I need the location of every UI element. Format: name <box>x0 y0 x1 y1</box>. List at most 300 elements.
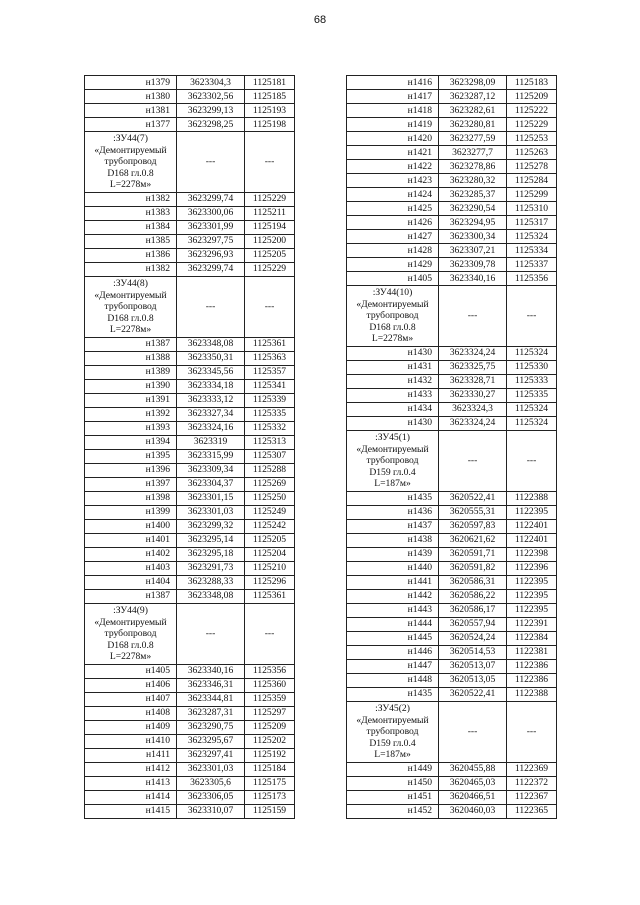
table-row <box>85 192 295 206</box>
point-id: н1430 <box>347 346 439 360</box>
table-row <box>85 407 295 421</box>
section-title-line: D168 гл.0.8 <box>369 321 416 333</box>
coord-x: 3620514,53 <box>439 645 507 659</box>
coord-x: 3623299,74 <box>177 262 245 276</box>
table-row <box>85 365 295 379</box>
coord-y: 1122395 <box>507 603 557 617</box>
coord-y: 1125200 <box>245 234 295 248</box>
coord-x: --- <box>177 132 245 193</box>
point-id: н1419 <box>347 118 439 132</box>
section-title <box>85 276 177 337</box>
point-id: н1437 <box>347 519 439 533</box>
table-row <box>347 272 557 286</box>
coord-x: 3623277,7 <box>439 146 507 160</box>
point-id: н1451 <box>347 790 439 804</box>
coord-y: 1122369 <box>507 762 557 776</box>
coord-y: 1125324 <box>507 230 557 244</box>
coord-x: 3620586,22 <box>439 589 507 603</box>
coord-y: 1125324 <box>507 416 557 430</box>
coordinates-table-left <box>84 75 295 819</box>
section-header-row <box>347 286 557 347</box>
point-id: н1445 <box>347 631 439 645</box>
coord-y: 1125250 <box>245 491 295 505</box>
coord-y: 1125183 <box>507 76 557 90</box>
table-row <box>85 748 295 762</box>
coord-y: 1125185 <box>245 90 295 104</box>
page-number: 68 <box>313 14 327 26</box>
section-title-line: «Демонтируемый <box>94 144 167 156</box>
point-id: н1427 <box>347 230 439 244</box>
point-id: н1377 <box>85 118 177 132</box>
section-title-line: :ЗУ44(10) <box>372 287 413 298</box>
point-id: н1387 <box>85 589 177 603</box>
table-row <box>347 230 557 244</box>
point-id: н1397 <box>85 477 177 491</box>
coord-x: 3623301,15 <box>177 491 245 505</box>
point-id: н1448 <box>347 673 439 687</box>
coord-x: 3620621,62 <box>439 533 507 547</box>
coord-y: 1125307 <box>245 449 295 463</box>
coord-x: 3623296,93 <box>177 248 245 262</box>
table-row <box>347 104 557 118</box>
point-id: н1399 <box>85 505 177 519</box>
coord-x: 3623301,99 <box>177 220 245 234</box>
coord-y: 1125332 <box>245 421 295 435</box>
table-row <box>85 337 295 351</box>
table-row <box>85 379 295 393</box>
coord-y: 1125269 <box>245 477 295 491</box>
point-id: н1387 <box>85 337 177 351</box>
point-id: н1401 <box>85 533 177 547</box>
point-id: н1415 <box>85 804 177 818</box>
coord-y: 1125339 <box>245 393 295 407</box>
coord-y: 1125204 <box>245 547 295 561</box>
table-row <box>85 449 295 463</box>
point-id: н1440 <box>347 561 439 575</box>
table-row <box>347 617 557 631</box>
coord-x: 3623348,08 <box>177 589 245 603</box>
section-title-line: D159 гл.0.4 <box>369 737 416 749</box>
section-title-line: трубопровод <box>366 310 419 322</box>
coord-y: 1125341 <box>245 379 295 393</box>
point-id: н1417 <box>347 90 439 104</box>
table-row <box>85 393 295 407</box>
coord-x: 3620557,94 <box>439 617 507 631</box>
table-row <box>347 360 557 374</box>
coord-y: 1125229 <box>507 118 557 132</box>
coord-x: 3623327,34 <box>177 407 245 421</box>
coord-y: 1125361 <box>245 589 295 603</box>
coord-x: 3623301,03 <box>177 762 245 776</box>
table-row <box>347 547 557 561</box>
coord-x: 3623295,14 <box>177 533 245 547</box>
point-id: н1428 <box>347 244 439 258</box>
coord-x: 3620522,41 <box>439 687 507 701</box>
coord-y: 1122386 <box>507 659 557 673</box>
coord-y: 1125299 <box>507 188 557 202</box>
coord-y: 1125359 <box>245 692 295 706</box>
point-id: н1388 <box>85 351 177 365</box>
section-title-line: D159 гл.0.4 <box>369 466 416 478</box>
section-title-line: :ЗУ45(2) <box>375 702 410 714</box>
coord-y: 1125249 <box>245 505 295 519</box>
coord-y: 1122365 <box>507 804 557 818</box>
table-row <box>85 734 295 748</box>
point-id: н1405 <box>85 664 177 678</box>
point-id: н1392 <box>85 407 177 421</box>
table-row <box>347 505 557 519</box>
table-row <box>347 645 557 659</box>
point-id: н1384 <box>85 220 177 234</box>
point-id: н1400 <box>85 519 177 533</box>
coord-y: 1125333 <box>507 374 557 388</box>
coord-y: 1125330 <box>507 360 557 374</box>
coord-x: 3623345,56 <box>177 365 245 379</box>
coord-y: 1122372 <box>507 776 557 790</box>
coord-x: 3620513,05 <box>439 673 507 687</box>
point-id: н1403 <box>85 561 177 575</box>
point-id: н1439 <box>347 547 439 561</box>
coord-y: 1125209 <box>245 720 295 734</box>
point-id: н1407 <box>85 692 177 706</box>
coord-x: 3620591,82 <box>439 561 507 575</box>
section-title-line: трубопровод <box>366 455 419 467</box>
coord-x: 3623287,31 <box>177 706 245 720</box>
coord-x: 3623350,31 <box>177 351 245 365</box>
point-id: н1413 <box>85 776 177 790</box>
coord-x: 3623325,75 <box>439 360 507 374</box>
coord-y: --- <box>507 430 557 491</box>
section-title-line: D168 гл.0.8 <box>107 312 154 324</box>
coord-y: 1125361 <box>245 337 295 351</box>
coord-y: --- <box>507 286 557 347</box>
coord-x: 3623291,73 <box>177 561 245 575</box>
coord-x: 3620597,83 <box>439 519 507 533</box>
coord-y: 1125209 <box>507 90 557 104</box>
table-row <box>85 104 295 118</box>
table-row <box>85 790 295 804</box>
table-row <box>85 575 295 589</box>
table-row <box>347 519 557 533</box>
coord-y: 1122388 <box>507 687 557 701</box>
coord-x: 3620455,88 <box>439 762 507 776</box>
coord-y: 1125194 <box>245 220 295 234</box>
coord-y: 1125175 <box>245 776 295 790</box>
coord-y: 1125192 <box>245 748 295 762</box>
coord-y: 1125337 <box>507 258 557 272</box>
coord-y: 1125205 <box>245 533 295 547</box>
coord-x: 3623298,09 <box>439 76 507 90</box>
point-id: н1426 <box>347 216 439 230</box>
point-id: н1390 <box>85 379 177 393</box>
point-id: н1394 <box>85 435 177 449</box>
coord-x: 3623319 <box>177 435 245 449</box>
coordinates-table-right <box>346 75 557 819</box>
coord-x: 3623277,59 <box>439 132 507 146</box>
table-row <box>347 790 557 804</box>
point-id: н1438 <box>347 533 439 547</box>
coord-x: 3620555,31 <box>439 505 507 519</box>
point-id: н1398 <box>85 491 177 505</box>
table-row <box>85 90 295 104</box>
section-header-row <box>347 701 557 762</box>
point-id: н1381 <box>85 104 177 118</box>
point-id: н1452 <box>347 804 439 818</box>
coord-x: 3623324,24 <box>439 346 507 360</box>
coord-x: 3623310,07 <box>177 804 245 818</box>
section-title <box>85 603 177 664</box>
point-id: н1423 <box>347 174 439 188</box>
coord-y: 1125310 <box>507 202 557 216</box>
coord-x: 3623288,33 <box>177 575 245 589</box>
point-id: н1385 <box>85 234 177 248</box>
coord-y: 1125181 <box>245 76 295 90</box>
coord-x: 3620466,51 <box>439 790 507 804</box>
coord-x: 3623315,99 <box>177 449 245 463</box>
point-id: н1406 <box>85 678 177 692</box>
section-title <box>347 286 439 347</box>
table-row <box>347 188 557 202</box>
coord-x: 3620524,24 <box>439 631 507 645</box>
coord-x: 3623301,03 <box>177 505 245 519</box>
point-id: н1444 <box>347 617 439 631</box>
coord-x: 3623295,67 <box>177 734 245 748</box>
coord-x: 3623290,75 <box>177 720 245 734</box>
coord-x: 3623282,61 <box>439 104 507 118</box>
coord-x: 3620522,41 <box>439 491 507 505</box>
coord-y: 1122395 <box>507 575 557 589</box>
coord-y: --- <box>245 132 295 193</box>
point-id: н1424 <box>347 188 439 202</box>
coord-x: 3623302,56 <box>177 90 245 104</box>
coord-y: 1125334 <box>507 244 557 258</box>
table-row <box>85 561 295 575</box>
point-id: н1379 <box>85 76 177 90</box>
table-row <box>85 706 295 720</box>
point-id: н1421 <box>347 146 439 160</box>
point-id: н1425 <box>347 202 439 216</box>
coord-y: 1122388 <box>507 491 557 505</box>
point-id: н1418 <box>347 104 439 118</box>
section-header-row <box>85 276 295 337</box>
coord-x: 3620465,03 <box>439 776 507 790</box>
coord-y: 1125184 <box>245 762 295 776</box>
section-title <box>347 430 439 491</box>
section-title-line: D168 гл.0.8 <box>107 639 154 651</box>
point-id: н1449 <box>347 762 439 776</box>
coord-x: 3620460,03 <box>439 804 507 818</box>
coord-x: 3620586,31 <box>439 575 507 589</box>
section-title <box>347 701 439 762</box>
point-id: н1389 <box>85 365 177 379</box>
coord-y: --- <box>245 603 295 664</box>
point-id: н1382 <box>85 262 177 276</box>
point-id: н1435 <box>347 491 439 505</box>
coord-x: 3623344,81 <box>177 692 245 706</box>
coord-x: 3623297,41 <box>177 748 245 762</box>
coord-x: 3623340,16 <box>439 272 507 286</box>
section-title-line: L=2278м» <box>109 179 152 191</box>
table-row <box>85 692 295 706</box>
coord-y: 1125313 <box>245 435 295 449</box>
coord-x: --- <box>439 430 507 491</box>
coord-y: 1125317 <box>507 216 557 230</box>
table-row <box>347 776 557 790</box>
table-row <box>347 244 557 258</box>
point-id: н1433 <box>347 388 439 402</box>
coord-y: 1125210 <box>245 561 295 575</box>
point-id: н1441 <box>347 575 439 589</box>
coord-x: 3623278,86 <box>439 160 507 174</box>
section-title-line: L=2278м» <box>109 651 152 663</box>
section-header-row <box>85 603 295 664</box>
coord-x: 3623324,24 <box>439 416 507 430</box>
table-row <box>85 491 295 505</box>
table-row <box>85 519 295 533</box>
point-id: н1446 <box>347 645 439 659</box>
coord-x: 3623328,71 <box>439 374 507 388</box>
coord-y: 1125193 <box>245 104 295 118</box>
coord-x: 3623304,37 <box>177 477 245 491</box>
section-header-row <box>85 132 295 193</box>
point-id: н1386 <box>85 248 177 262</box>
coord-x: 3623299,13 <box>177 104 245 118</box>
coord-x: --- <box>177 276 245 337</box>
point-id: н1409 <box>85 720 177 734</box>
section-header-row <box>347 430 557 491</box>
coord-y: 1125205 <box>245 248 295 262</box>
point-id: н1396 <box>85 463 177 477</box>
coord-y: 1125288 <box>245 463 295 477</box>
point-id: н1408 <box>85 706 177 720</box>
coord-y: 1125229 <box>245 262 295 276</box>
point-id: н1404 <box>85 575 177 589</box>
section-title-line: трубопровод <box>104 628 157 640</box>
table-row <box>347 687 557 701</box>
table-row <box>85 206 295 220</box>
table-row <box>85 435 295 449</box>
section-title-line: :ЗУ44(8) <box>113 277 148 289</box>
point-id: н1411 <box>85 748 177 762</box>
coord-y: 1122395 <box>507 505 557 519</box>
point-id: н1450 <box>347 776 439 790</box>
table-row <box>347 402 557 416</box>
table-row <box>85 505 295 519</box>
table-row <box>85 477 295 491</box>
section-title-line: D168 гл.0.8 <box>107 167 154 179</box>
table-row <box>347 416 557 430</box>
coord-y: 1122398 <box>507 547 557 561</box>
point-id: н1447 <box>347 659 439 673</box>
point-id: н1416 <box>347 76 439 90</box>
coord-x: 3620591,71 <box>439 547 507 561</box>
section-title-line: «Демонтируемый <box>94 616 167 628</box>
coord-x: 3623324,3 <box>439 402 507 416</box>
coord-y: 1125324 <box>507 346 557 360</box>
coord-y: 1125335 <box>245 407 295 421</box>
section-title-line: :ЗУ44(7) <box>113 133 148 144</box>
table-row <box>347 603 557 617</box>
section-title-line: L=187м» <box>374 749 411 761</box>
table-row <box>85 234 295 248</box>
coord-x: 3623305,6 <box>177 776 245 790</box>
table-row <box>85 421 295 435</box>
point-id: н1393 <box>85 421 177 435</box>
coord-y: 1122396 <box>507 561 557 575</box>
coord-y: 1122384 <box>507 631 557 645</box>
coord-x: --- <box>177 603 245 664</box>
coord-y: 1125211 <box>245 206 295 220</box>
table-row <box>85 463 295 477</box>
section-title-line: трубопровод <box>366 726 419 738</box>
table-row <box>85 533 295 547</box>
coord-x: --- <box>439 286 507 347</box>
coord-y: 1125198 <box>245 118 295 132</box>
coord-x: 3623298,25 <box>177 118 245 132</box>
coord-y: 1125242 <box>245 519 295 533</box>
point-id: н1382 <box>85 192 177 206</box>
coord-y: 1125159 <box>245 804 295 818</box>
section-title-line: L=187м» <box>374 478 411 490</box>
table-row <box>347 491 557 505</box>
coord-x: 3623299,32 <box>177 519 245 533</box>
coord-x: 3620513,07 <box>439 659 507 673</box>
coord-y: 1125278 <box>507 160 557 174</box>
coord-y: 1122391 <box>507 617 557 631</box>
table-row <box>85 664 295 678</box>
table-row <box>85 220 295 234</box>
coord-y: 1122386 <box>507 673 557 687</box>
table-row <box>347 202 557 216</box>
coord-x: 3623346,31 <box>177 678 245 692</box>
section-title-line: «Демонтируемый <box>356 443 429 455</box>
table-row <box>85 589 295 603</box>
coord-y: 1125357 <box>245 365 295 379</box>
coord-y: 1122401 <box>507 533 557 547</box>
point-id: н1380 <box>85 90 177 104</box>
coord-x: 3623330,27 <box>439 388 507 402</box>
section-title-line: трубопровод <box>104 156 157 168</box>
table-row <box>85 776 295 790</box>
coord-x: 3623290,54 <box>439 202 507 216</box>
table-row <box>347 374 557 388</box>
coord-x: 3623280,32 <box>439 174 507 188</box>
coord-y: 1125263 <box>507 146 557 160</box>
point-id: н1432 <box>347 374 439 388</box>
coord-x: 3623309,78 <box>439 258 507 272</box>
coord-y: 1125173 <box>245 790 295 804</box>
table-row <box>347 631 557 645</box>
point-id: н1434 <box>347 402 439 416</box>
table-row <box>347 160 557 174</box>
point-id: н1442 <box>347 589 439 603</box>
point-id: н1431 <box>347 360 439 374</box>
point-id: н1383 <box>85 206 177 220</box>
table-row <box>347 575 557 589</box>
section-title-line: «Демонтируемый <box>94 289 167 301</box>
coord-y: 1125229 <box>245 192 295 206</box>
coord-y: 1125284 <box>507 174 557 188</box>
coord-x: 3623295,18 <box>177 547 245 561</box>
table-row <box>347 589 557 603</box>
table-row <box>85 351 295 365</box>
table-row <box>347 146 557 160</box>
coord-y: 1125253 <box>507 132 557 146</box>
table-row <box>347 90 557 104</box>
point-id: н1412 <box>85 762 177 776</box>
table-row <box>347 673 557 687</box>
table-row <box>85 248 295 262</box>
